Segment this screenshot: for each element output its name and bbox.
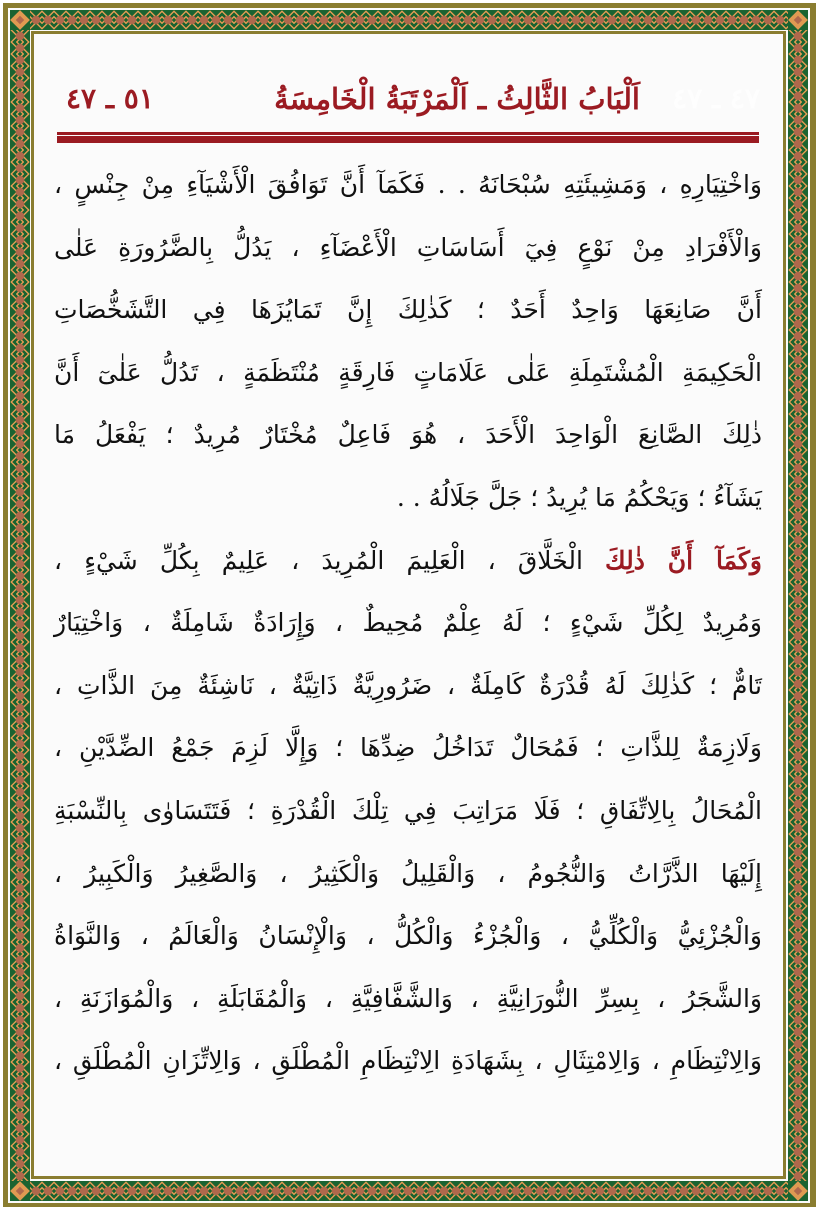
text-span: الْخَلَّاقَ ، الْعَلِيمَ الْمُرِيدَ ، عَلِيمٌ بِكُلِّ شَيْءٍ ، [54,545,606,575]
text-line: الْحَكِيمَةِ الْمُشْتَمِلَةِ عَلٰى عَلَامَاتٍ فَارِقَةٍ مُنْتَظَمَةٍ ، تَدُلُّ عَلٰىٓ أَنَّ [54,357,762,387]
corner-diamond-icon [10,10,30,30]
ornament-band-bottom [30,1181,788,1201]
chapter-title: اَلْبَابُ الثَّالِثُ ـ اَلْمَرْتَبَةُ الْخَامِسَةُ [274,82,640,116]
text-line: وَالْجُزْئِيُّ وَالْكُلِّيُّ ، وَالْجُزْءُ وَالْكُلُّ ، وَالْإِنْسَانُ وَالْعَالَمُ ، وَالنَّوَاةُ [54,921,762,951]
header-rule-thick [57,136,759,143]
paragraph-start-line [54,530,762,593]
running-header [56,74,760,124]
ornament-band-left [10,30,30,1181]
text-line: وَمُرِيدٌ لِكُلِّ شَيْءٍ ؛ لَهُ عِلْمٌ مُحِيطٌ ، وَإِرَادَةٌ شَامِلَةٌ ، وَاخْتِيَارٌ [54,608,762,638]
ornament-band-top [30,10,788,30]
text-line: تَامٌّ ؛ كَذٰلِكَ لَهُ قُدْرَةٌ كَامِلَةٌ ، ضَرُورِيَّةٌ ذَاتِيَّةٌ ، نَاشِئَةٌ مِنَ الذَّاتِ ، [54,670,762,700]
ghost-page-range: ٤٧ ـ ٤٧ [672,82,760,115]
text-line: الْمُحَالُ بِالِاتِّفَاقِ ؛ فَلَا مَرَاتِبَ فِي تِلْكَ الْقُدْرَةِ ؛ فَتَتَسَاوٰى بِالنِّسْبَةِ [54,795,762,825]
paragraph-lead-highlight: وَكَمَآ أَنَّ ذٰلِكَ [605,545,763,575]
text-line: وَالْأَفْرَادِ مِنْ نَوْعٍ فِيٓ أَسَاسَاتِ الْأَعْضَآءِ ، يَدُلُّ بِالضَّرُورَةِ عَلٰى [54,232,762,262]
text-line: وَالشَّجَرُ ، بِسِرِّ النُّورَانِيَّةِ ، وَالشَّفَّافِيَّةِ ، وَالْمُقَابَلَةِ ، وَالْمُوَازَنَةِ ، [54,983,762,1013]
text-line: وَالِانْتِظَامِ ، وَالِامْتِثَالِ ، بِشَهَادَةِ الِانْتِظَامِ الْمُطْلَقِ ، وَالِاتِّزَانِ الْمُطْلَقِ ، [54,1046,762,1076]
text-line: وَاخْتِيَارِهِ ، وَمَشِيئَتِهِ سُبْحَانَهُ . . فَكَمَآ أَنَّ تَوَافُقَ الْأَشْيَآءِ مِنْ جِنْسٍ ، [54,170,762,199]
text-line: ذٰلِكَ الصَّانِعَ الْوَاحِدَ الْأَحَدَ ، هُوَ فَاعِلٌ مُخْتَارٌ مُرِيدٌ ؛ يَفْعَلُ مَا [54,420,762,450]
ornament-band-right [788,30,808,1181]
text-line: أَنَّ صَانِعَهَا وَاحِدٌ أَحَدٌ ؛ كَذٰلِكَ إِنَّ تَمَايُزَهَا فِي التَّشَخُّصَاتِ [54,295,762,325]
corner-diamond-icon [10,1181,30,1201]
page-content [36,36,781,1174]
header-rule-thin [57,132,759,135]
text-line: وَلَازِمَةٌ لِلذَّاتِ ؛ فَمُحَالٌ تَدَاخُلُ ضِدِّهَا ؛ وَإِلَّا لَزِمَ جَمْعُ الضِّدَّيْنِ ، [54,733,762,763]
page-range: ٥١ ـ ٤٧ [66,82,154,115]
corner-diamond-icon [788,1181,808,1201]
text-line: إِلَيْهَا الذَّرَّاتُ وَالنُّجُومُ ، وَالْقَلِيلُ وَالْكَثِيرُ ، وَالصَّغِيرُ وَالْكَبِيرُ ، [54,858,762,888]
body-text [54,154,762,1093]
text-line: يَشَآءُ ؛ وَيَحْكُمُ مَا يُرِيدُ ؛ جَلَّ جَلَالُهُ . . [396,482,762,512]
corner-diamond-icon [788,10,808,30]
